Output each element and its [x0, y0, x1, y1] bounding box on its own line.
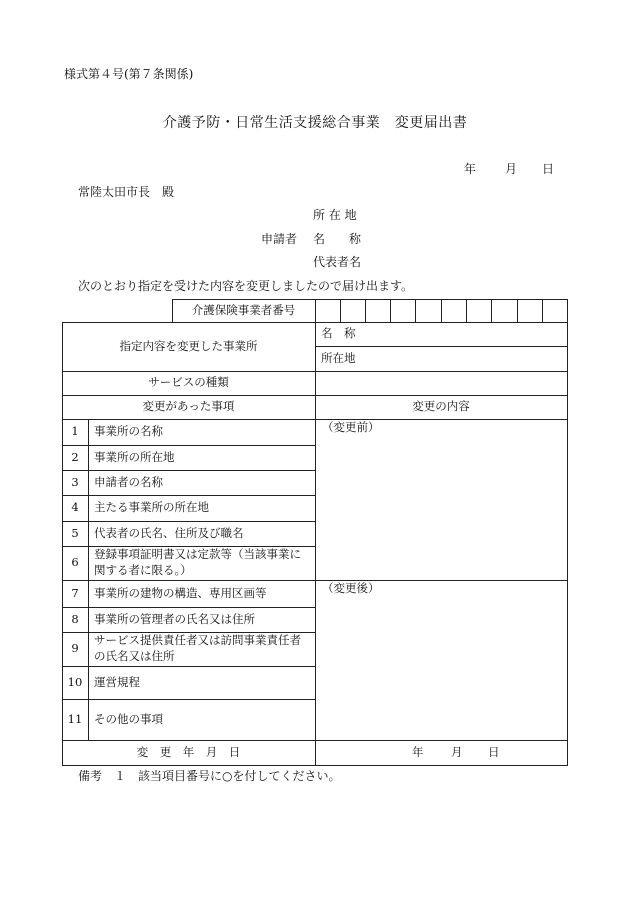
provider-number-label: 介護保険事業者番号: [191, 302, 296, 317]
item-number[interactable]: 8: [71, 611, 79, 626]
change-content-header: 変更の内容: [412, 399, 470, 414]
change-date-month: 月: [451, 744, 463, 759]
applicant-name-label: 名 称: [313, 232, 362, 246]
date-year-label: 年: [464, 162, 477, 176]
item-label: 事業所の管理者の氏名又は住所: [94, 611, 255, 626]
change-date-day: 日: [488, 744, 500, 759]
date-day-label: 日: [542, 162, 555, 176]
item-number[interactable]: 3: [71, 474, 79, 489]
change-date-year: 年: [412, 744, 424, 759]
after-change-input[interactable]: [316, 599, 566, 739]
item-number[interactable]: 9: [71, 641, 79, 656]
item-label: 登録事項証明書又は定款等（当該事業に関する者に限る。）: [94, 547, 301, 577]
item-label: 事業所の建物の構造、専用区画等: [94, 585, 267, 600]
date-month-label: 月: [505, 162, 518, 176]
item-label: その他の事項: [94, 711, 163, 726]
changed-office-label: 指定内容を変更した事業所: [119, 338, 258, 353]
applicant-address-label: 所 在 地: [313, 208, 357, 222]
item-number[interactable]: 11: [67, 711, 83, 726]
remarks-note: 備考 １ 該当項目番号に○を付してください。: [78, 769, 341, 783]
item-number[interactable]: 6: [71, 555, 79, 570]
item-number[interactable]: 7: [71, 585, 79, 600]
office-name-label: 名 称: [321, 326, 356, 341]
service-type-label: サービスの種類: [148, 375, 229, 390]
change-form-table: [62, 299, 568, 766]
applicant-representative-label: 代表者名: [313, 255, 362, 269]
before-change-input[interactable]: [316, 439, 566, 579]
item-number[interactable]: 10: [67, 674, 83, 689]
item-label: 運営規程: [94, 674, 140, 689]
item-label: 事業所の名称: [94, 424, 163, 439]
service-type-input[interactable]: [315, 371, 567, 395]
after-change-label: （変更後）: [322, 581, 380, 595]
intro-statement: 次のとおり指定を受けた内容を変更しましたので届け出ます。: [78, 279, 414, 293]
addressee: 常陸太田市長 殿: [78, 185, 175, 199]
item-label: 代表者の氏名、住所及び職名: [94, 525, 244, 540]
item-number[interactable]: 4: [71, 500, 79, 515]
office-address-label: 所在地: [321, 350, 356, 365]
change-date-label: 変 更 年 月 日: [136, 744, 241, 759]
item-number[interactable]: 2: [71, 449, 79, 464]
changed-items-header: 変更があった事項: [142, 399, 235, 414]
page-title: 介護予防・日常生活支援総合事業 変更届出書: [162, 115, 468, 131]
applicant-prefix: 申請者: [261, 232, 298, 246]
item-label: 事業所の所在地: [94, 449, 175, 464]
item-label: 申請者の名称: [94, 474, 163, 489]
provider-number-input[interactable]: [315, 299, 567, 322]
item-label: サービス提供責任者又は訪問事業責任者の氏名又は住所: [94, 633, 301, 663]
form-label: 様式第４号(第７条関係): [64, 67, 194, 81]
item-label: 主たる事業所の所在地: [94, 500, 209, 515]
item-number[interactable]: 5: [71, 525, 79, 540]
item-number[interactable]: 1: [71, 424, 79, 439]
before-change-label: （変更前）: [322, 420, 380, 434]
